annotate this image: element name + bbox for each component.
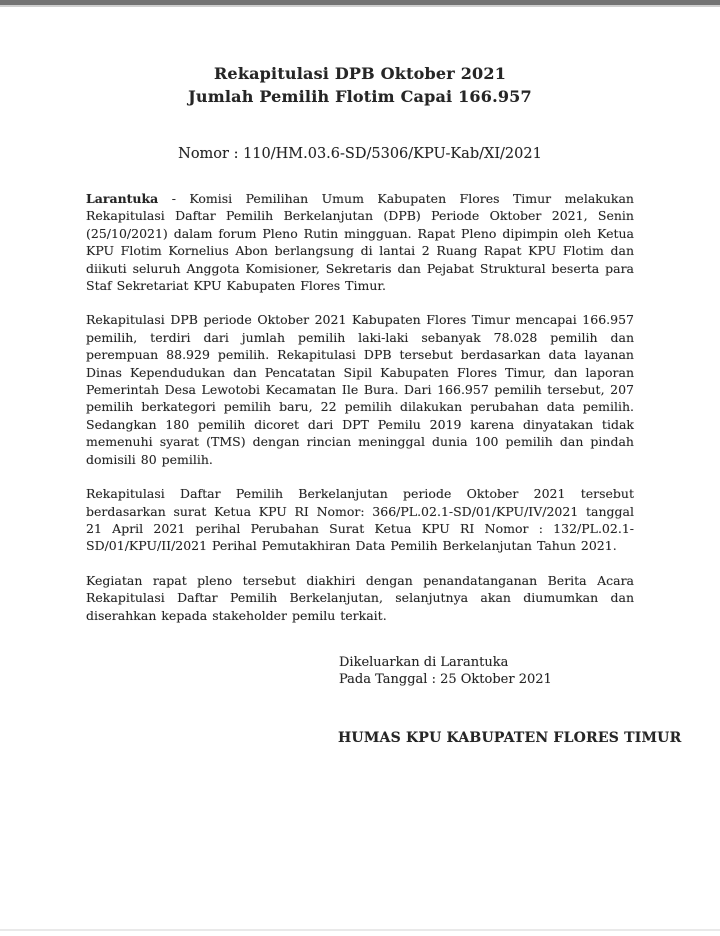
document-number-line: Nomor : 110/HM.03.6-SD/5306/KPU-Kab/XI/2021 [178, 146, 542, 162]
paragraph-1-text: - Komisi Pemilihan Umum Kabupaten Flores Timur melakukan Rekapitulasi Daftar Pemilih Berkelanjutan (DPB) Periode Oktober 2021, Senin (25/10/2021) dalam forum Pleno Rutin mingguan. Rapat Pleno dipimpin oleh Ketua KPU Flotim Kornelius Abon berlangsung di lantai 2 Ruang Rapat KPU Flotim dan diikuti seluruh Anggota Komisioner, Sekretaris dan Pejabat Struktural beserta para Staf Sekretariat KPU Kabupaten Flores Timur. [86, 191, 634, 294]
title-line-1: Rekapitulasi DPB Oktober 2021 [213, 64, 507, 83]
paragraph-1 [86, 190, 634, 294]
scan-top-bar [0, 0, 720, 7]
issued-date: Pada Tanggal : 25 Oktober 2021 [339, 672, 552, 688]
title-line-2: Jumlah Pemilih Flotim Capai 166.957 [188, 87, 532, 106]
issued-place: Dikeluarkan di Larantuka [339, 654, 509, 670]
dateline-city: Larantuka [86, 191, 159, 206]
signature-line: HUMAS KPU KABUPATEN FLORES TIMUR [338, 729, 682, 746]
document-title [86, 62, 634, 108]
document-body [0, 62, 720, 746]
issuance-block [86, 654, 634, 689]
paragraph-2: Rekapitulasi DPB periode Oktober 2021 Kabupaten Flores Timur mencapai 166.957 pemilih, terdiri dari jumlah pemilih laki-laki sebanyak 78.028 pemilih dan perempuan 88.929 pemilih. Rekapitulasi DPB tersebut berdasarkan data layanan Dinas Kependudukan dan Pencatatan Sipil Kabupaten Flores Timur, dan laporan Pemerintah Desa Lewotobi Kecamatan Ile Bura. Dari 166.957 pemilih tersebut, 207 pemilih berkategori pemilih baru, 22 pemilih dilakukan perubahan data pemilih. Sedangkan 180 pemilih dicoret dari DPT Pemilu 2019 karena dinyatakan tidak memenuhi syarat (TMS) dengan rincian meninggal dunia 100 pemilih dan pindah domisili 80 pemilih. [86, 312, 634, 467]
paragraph-4: Kegiatan rapat pleno tersebut diakhiri dengan penandatanganan Berita Acara Rekapitulasi Daftar Pemilih Berkelanjutan, selanjutnya akan diumumkan dan diserahkan kepada stakeholder pemilu terkait. [86, 572, 634, 623]
paragraph-3: Rekapitulasi Daftar Pemilih Berkelanjutan periode Oktober 2021 tersebut berdasarkan surat Ketua KPU RI Nomor: 366/PL.02.1-SD/01/KPU/IV/2021 tanggal 21 April 2021 perihal Perubahan Surat Ketua KPU RI Nomor : 132/PL.02.1-SD/01/KPU/II/2021 Perihal Pemutakhiran Data Pemilih Berkelanjutan Tahun 2021. [86, 486, 634, 554]
scan-bottom-line [0, 929, 720, 931]
